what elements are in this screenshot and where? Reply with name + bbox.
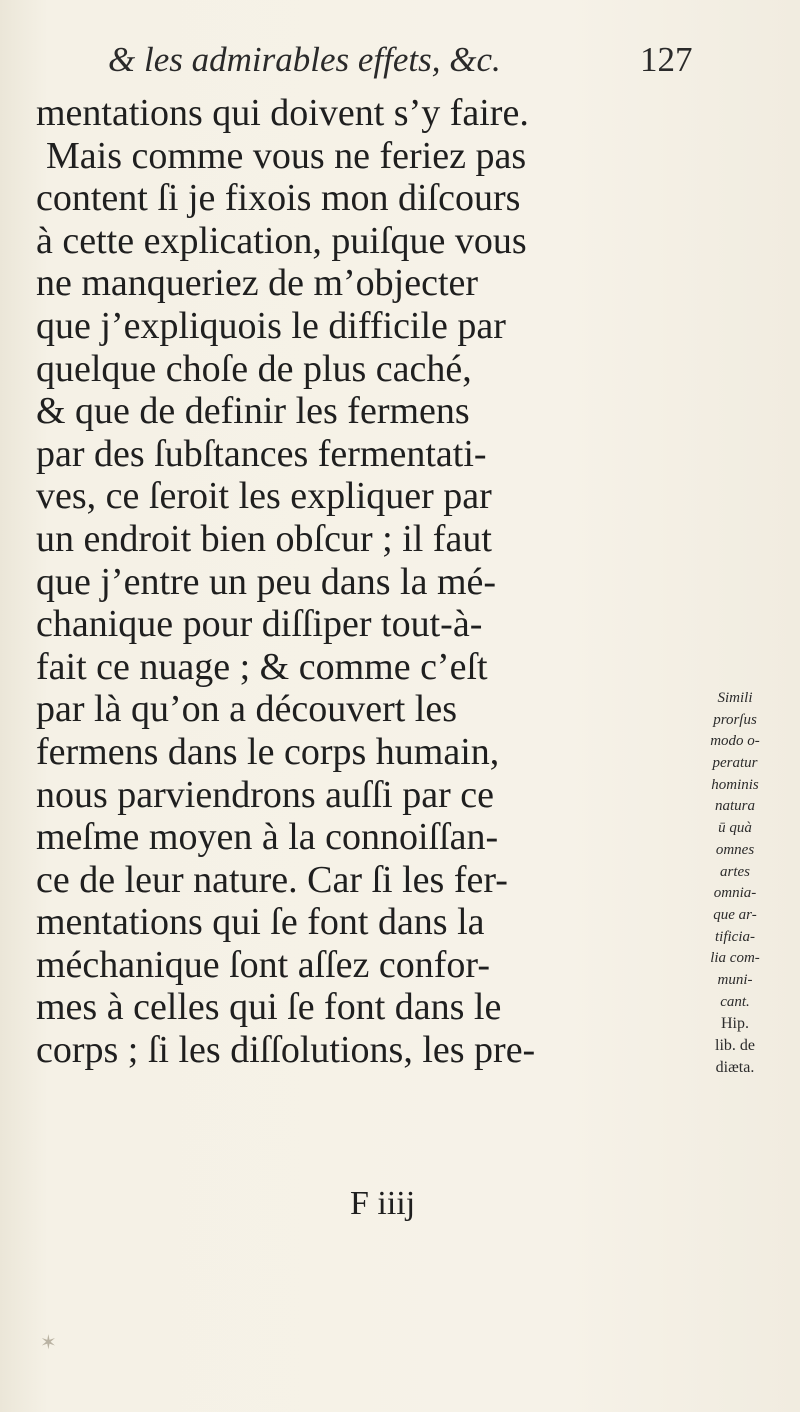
text-line: corps ; ſi les diſſolutions, les pre- [36,1029,536,1072]
text-line: ne manqueriez de m’objecter [36,262,479,305]
text-line: Mais comme vous ne feriez pas [46,134,527,177]
text-line: fait ce nuage ; & comme c’eſt [36,645,488,688]
margin-note-line: Simili [717,690,753,706]
text-line: par là qu’on a découvert les [36,688,457,731]
body-text [36,92,676,1072]
text-line: ves, ce ſeroit les expliquer par [36,475,492,518]
margin-note-line: hominis [711,776,759,793]
text-line: mes à celles qui ſe font dans le [36,986,502,1029]
text-line: mentations qui ſe font dans la [36,901,485,944]
margin-note-line: artes [720,863,750,880]
margin-note-line: modo o- [710,733,760,750]
margin-note-line: omnes [715,841,755,858]
text-line: mentations qui doivent s’y faire. [36,92,529,134]
text-line: fermens dans le corps humain, [36,730,500,773]
margin-note-line: ū quà [718,820,752,837]
text-line: meſme moyen à la connoiſſan- [36,816,499,859]
margin-note-line: peratur [712,755,758,772]
text-line: & que de definir les fermens [36,390,470,433]
ink-blot-icon: ✶ [40,1330,57,1354]
text-line: que j’entre un peu dans la mé- [36,560,497,603]
margin-note-line: lia com- [710,950,760,967]
text-line: ce de leur nature. Car ſi les fer- [36,858,508,901]
page-number: 127 [640,40,693,79]
margin-note-line: diæta. [715,1058,755,1076]
signature-mark: F iiij [350,1185,416,1222]
text-line: nous parviendrons auſſi par ce [36,773,494,816]
margin-note-line: natura [714,798,755,815]
margin-note-line: muni- [717,971,753,988]
margin-note-line: prorſus [713,711,757,728]
margin-note-line: Hip. [721,1015,749,1033]
margin-note-line: que ar- [713,906,757,923]
margin-note [680,688,790,1078]
text-line: que j’expliquois le difficile par [36,304,506,347]
text-line: un endroit bien obſcur ; il faut [36,517,492,560]
text-line: par des ſubſtances fermentati- [36,432,487,475]
margin-note-line: omnia- [713,885,757,902]
margin-note-line: lib. de [715,1037,755,1054]
text-line: à cette explication, puiſque vous [36,219,527,262]
text-line: quelque choſe de plus caché, [36,347,472,390]
text-line: méchanique ſont aſſez confor- [36,943,490,986]
margin-note-line: cant. [720,993,750,1010]
running-title: & les admirables effets, &c. [108,40,501,79]
running-head [108,40,708,90]
text-line: chanique pour diſſiper tout-à- [36,603,483,646]
margin-note-line: tificia- [715,928,755,945]
text-line: content ſi je fixois mon diſcours [36,177,521,220]
